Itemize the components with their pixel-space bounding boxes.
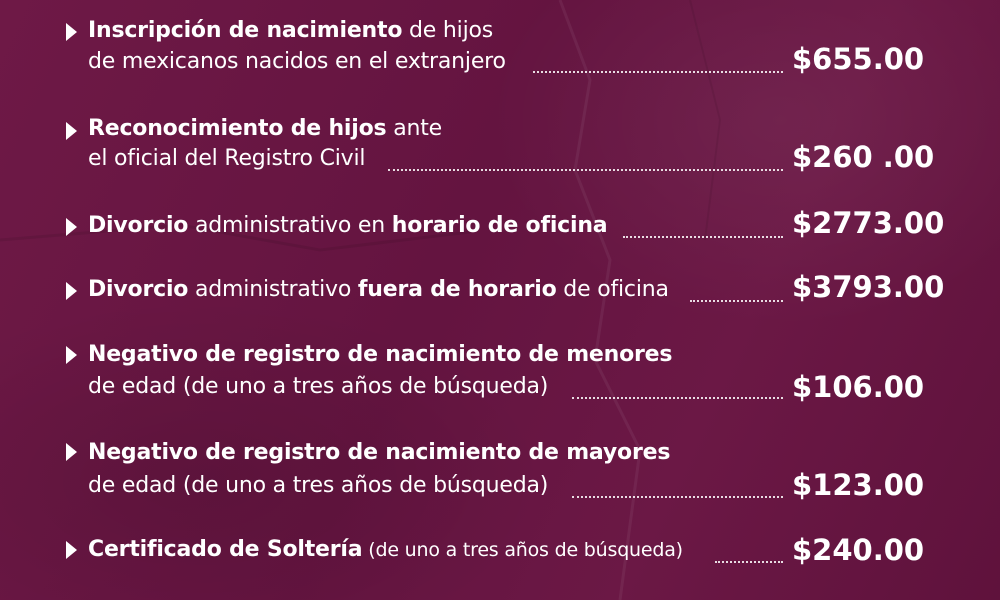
bullet-arrow-icon	[66, 541, 77, 559]
item-price: $655.00	[792, 42, 925, 76]
item-line-1	[88, 115, 442, 143]
item-price: $123.00	[792, 468, 925, 502]
item-title-end: de oficina	[556, 277, 669, 302]
item-price: $3793.00	[792, 270, 945, 304]
item-line-1	[88, 17, 493, 45]
item-title-bold: Inscripción de nacimiento	[88, 18, 403, 43]
item-title-bold: Reconocimiento de hijos	[88, 116, 387, 141]
item-title-bold: Negativo de registro de nacimiento de menores	[88, 342, 673, 367]
item-line-2: de edad (de uno a tres años de búsqueda)	[88, 374, 549, 399]
item-title-bold-2: horario de oficina	[391, 213, 608, 238]
item-price: $106.00	[792, 370, 925, 404]
bullet-arrow-icon	[66, 346, 77, 364]
bullet-arrow-icon	[66, 23, 77, 41]
item-title-rest: de hijos	[402, 18, 494, 43]
item-line-1	[88, 536, 683, 564]
item-price: $260 .00	[792, 140, 935, 174]
item-price: $2773.00	[792, 206, 945, 240]
item-title-bold: Divorcio	[88, 277, 189, 302]
item-title-bold-2: fuera de horario	[357, 277, 557, 302]
dotted-leader	[715, 561, 783, 563]
dotted-leader	[388, 169, 783, 171]
item-line-1	[88, 341, 672, 369]
bullet-arrow-icon	[66, 218, 77, 236]
item-line-1	[88, 439, 670, 467]
item-line-2: de edad (de uno a tres años de búsqueda)	[88, 473, 549, 498]
item-title-rest: (de uno a tres años de búsqueda)	[362, 539, 683, 561]
item-title-bold: Certificado de Soltería	[88, 537, 363, 562]
bullet-arrow-icon	[66, 282, 77, 300]
bullet-arrow-icon	[66, 122, 77, 140]
item-title-bold: Divorcio	[88, 213, 189, 238]
bullet-arrow-icon	[66, 443, 77, 461]
dotted-leader	[623, 236, 783, 238]
item-price: $240.00	[792, 533, 925, 567]
item-title-rest: ante	[386, 116, 442, 141]
item-line-1	[88, 212, 607, 240]
item-line-2: el oficial del Registro Civil	[88, 146, 366, 171]
dotted-leader	[572, 397, 783, 399]
dotted-leader	[572, 496, 783, 498]
item-line-1	[88, 276, 669, 304]
item-line-2: de mexicanos nacidos en el extranjero	[88, 49, 506, 74]
item-title-bold: Negativo de registro de nacimiento de mayores	[88, 440, 671, 465]
item-title-mid: administrativo	[188, 277, 358, 302]
dotted-leader	[690, 300, 783, 302]
item-title-mid: administrativo en	[188, 213, 392, 238]
dotted-leader	[533, 71, 783, 73]
